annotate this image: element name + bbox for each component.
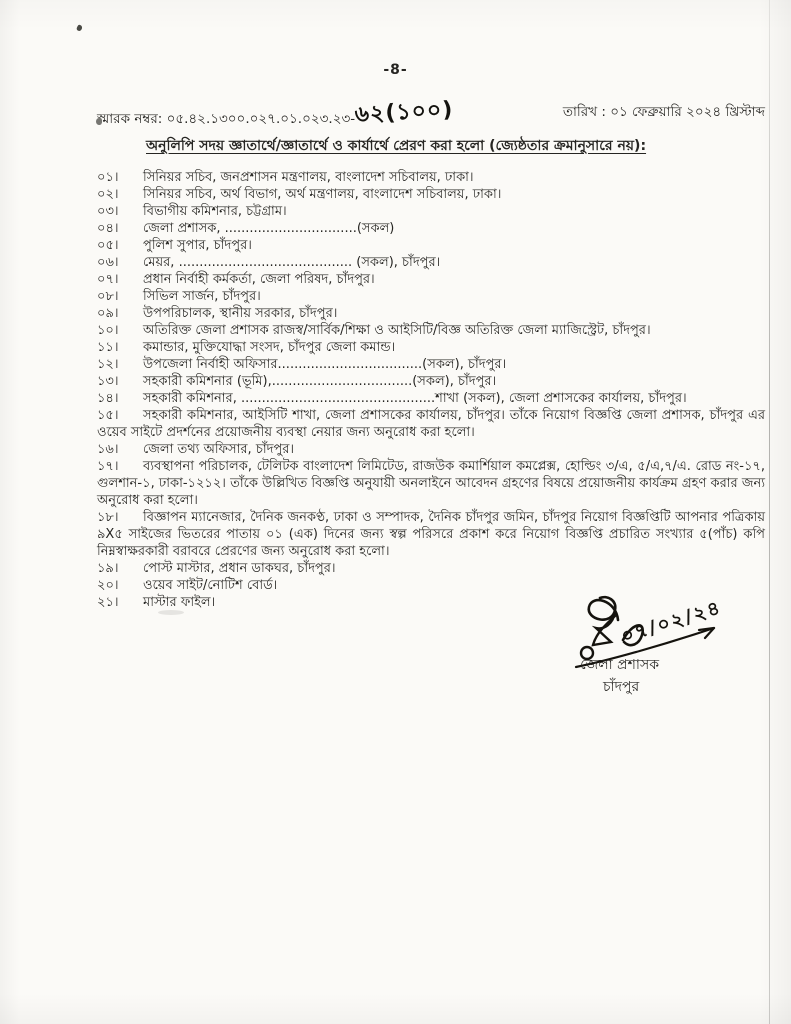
signature-block (558, 590, 768, 705)
memo-number-line (97, 99, 454, 136)
item-text: উপজেলা নির্বাহী অফিসার...................................(সকল), চাঁদপুর। (143, 357, 507, 372)
item-number: ১৪। (97, 391, 119, 406)
item-text: জেলা প্রশাসক, ................................(সকল) (143, 221, 395, 236)
item-number: ১৩। (97, 374, 119, 389)
ink-speck (76, 24, 83, 32)
memo-handwritten-serial: ৬২(১০০) (354, 97, 455, 128)
item-text: কমান্ডার, মুক্তিযোদ্ধা সংসদ, চাঁদপুর জেলা কমান্ড। (143, 340, 396, 355)
item-number: ১৯। (97, 561, 119, 576)
list-item (97, 220, 765, 237)
item-number: ০১। (97, 170, 119, 185)
list-item (97, 509, 765, 560)
item-number: ০৩। (97, 204, 119, 219)
list-item (97, 169, 765, 186)
distribution-list (97, 169, 765, 611)
item-number: ১৮। (97, 510, 119, 525)
signature-handwritten-date: ০৭/০২/২৪ (618, 596, 725, 648)
item-number: ২১। (97, 595, 119, 610)
memo-row (97, 99, 765, 136)
item-number: ১৭। (97, 459, 119, 474)
item-text: পোস্ট মাস্টার, প্রধান ডাকঘর, চাঁদপুর। (143, 561, 336, 576)
item-text: সহকারী কমিশনার (ভূমি),..................................(সকল), চাঁদপুর। (143, 374, 497, 389)
list-item (97, 458, 765, 509)
item-text: সহকারী কমিশনার, আইসিটি শাখা, জেলা প্রশাসকের কার্যালয়, চাঁদপুর। তাঁকে নিয়োগ বিজ্ঞপ্তি জেলা প্রশাসক, চাঁদপুর এর ওয়েব সাইটে প্রদর্শনের প্রয়োজনীয় ব্যবস্থা নেয়ার জন্য অনুরোধ করা হলো। (97, 408, 765, 440)
list-item (97, 254, 765, 271)
item-number: ২০। (97, 578, 119, 593)
item-number: ০৯। (97, 306, 119, 321)
item-text: সিনিয়র সচিব, অর্থ বিভাগ, অর্থ মন্ত্রণালয়, বাংলাদেশ সচিবালয়, ঢাকা। (143, 187, 502, 202)
copy-distribution-heading: অনুলিপি সদয় জ্ঞাতার্থে/জ্ঞাতার্থে ও কার্যার্থে প্রেরণ করা হলো (জ্যেষ্ঠতার ক্রমানুসারে নয়): (146, 138, 647, 154)
item-text: ব্যবস্থাপনা পরিচালক, টেলিটক বাংলাদেশ লিমিটেড, রাজউক কমার্শিয়াল কমপ্লেক্স, হোল্ডিং ৩/এ, ৫/এ,৭/এ. রোড নং-১৭, গুলশান-১, ঢাকা-১২১২। তাঁকে উল্লিখিত বিজ্ঞপ্তি অনুযায়ী অনলাইনে আবেদন গ্রহণের বিষয়ে প্রয়োজনীয় কার্যক্রম গ্রহণ করার জন্য অনুরোধ করা হলো। (97, 459, 765, 508)
page-number: -8- (383, 62, 408, 78)
item-text: সিনিয়র সচিব, জনপ্রশাসন মন্ত্রণালয়, বাংলাদেশ সচিবালয়, ঢাকা। (143, 170, 474, 185)
list-item (97, 373, 765, 390)
list-item (97, 560, 765, 577)
memo-date: তারিখ : ০১ ফেব্রুয়ারি ২০২৪ খ্রিস্টাব্দ (562, 104, 765, 120)
item-text: জেলা তথ্য অফিসার, চাঁদপুর। (143, 442, 295, 457)
item-text: মাস্টার ফাইল। (143, 595, 216, 610)
item-text: অতিরিক্ত জেলা প্রশাসক রাজস্ব/সার্বিক/শিক্ষা ও আইসিটি/বিজ্ঞ অতিরিক্ত জেলা ম্যাজিস্ট্রেট, চাঁদপুর। (143, 323, 651, 338)
list-item (97, 271, 765, 288)
item-number: ০৬। (97, 255, 119, 270)
signatory-designation: জেলা প্রশাসক (580, 657, 659, 673)
item-text: সহকারী কমিশনার, ...............................................শাখা (সকল), জেলা প্রশাসকের কার্যালয়, চাঁদপুর। (143, 391, 687, 406)
item-number: ০৮। (97, 289, 119, 304)
item-number: ০২। (97, 187, 119, 202)
list-item (97, 203, 765, 220)
list-item (97, 390, 765, 407)
item-text: উপপরিচালক, স্থানীয় সরকার, চাঁদপুর। (143, 306, 338, 321)
signatory-district: চাঁদপুর (603, 679, 640, 695)
item-number: ১৬। (97, 442, 119, 457)
item-number: ১১। (97, 340, 119, 355)
item-number: ০৪। (97, 221, 119, 236)
list-item (97, 339, 765, 356)
scan-edge-line (769, 0, 770, 1024)
item-text: বিজ্ঞাপন ম্যানেজার, দৈনিক জনকণ্ঠ, ঢাকা ও সম্পাদক, দৈনিক চাঁদপুর জমিন, চাঁদপুর নিয়োগ বিজ্ঞপ্তিটি আপনার পত্রিকায় ৯X৫ সাইজের ভিতরের পাতায় ০১ (এক) দিনের জন্য স্বল্প পরিসরে প্রকাশ করে নিয়োগ বিজ্ঞপ্তি প্রচারিত সংখ্যার ৫(পাঁচ) কপি নিম্নস্বাক্ষরকারী বরাবরে প্রেরণের জন্য অনুরোধ করা হলো। (97, 510, 765, 559)
item-number: ১৫। (97, 408, 119, 423)
list-item (97, 441, 765, 458)
list-item (97, 322, 765, 339)
list-item (97, 186, 765, 203)
list-item (97, 288, 765, 305)
list-item (97, 237, 765, 254)
item-text: পুলিশ সুপার, চাঁদপুর। (143, 238, 252, 253)
item-text: মেয়র, .......................................... (সকল), চাঁদপুর। (143, 255, 441, 270)
item-text: বিভাগীয় কমিশনার, চট্টগ্রাম। (143, 204, 287, 219)
item-text: প্রধান নির্বাহী কর্মকর্তা, জেলা পরিষদ, চাঁদপুর। (143, 272, 375, 287)
item-text: সিভিল সার্জন, চাঁদপুর। (143, 289, 261, 304)
list-item (97, 407, 765, 441)
item-text: ওয়েব সাইট/নোটিশ বোর্ড। (143, 578, 278, 593)
item-number: ০৭। (97, 272, 119, 287)
memo-number-label: স্মারক নম্বর: ০৫.৪২.১৩০০.০২৭.০১.০২৩.২৩- (97, 111, 356, 127)
item-number: ১০। (97, 323, 119, 338)
list-item (97, 356, 765, 373)
item-number: ০৫। (97, 238, 119, 253)
item-number: ১২। (97, 357, 119, 372)
list-item (97, 305, 765, 322)
